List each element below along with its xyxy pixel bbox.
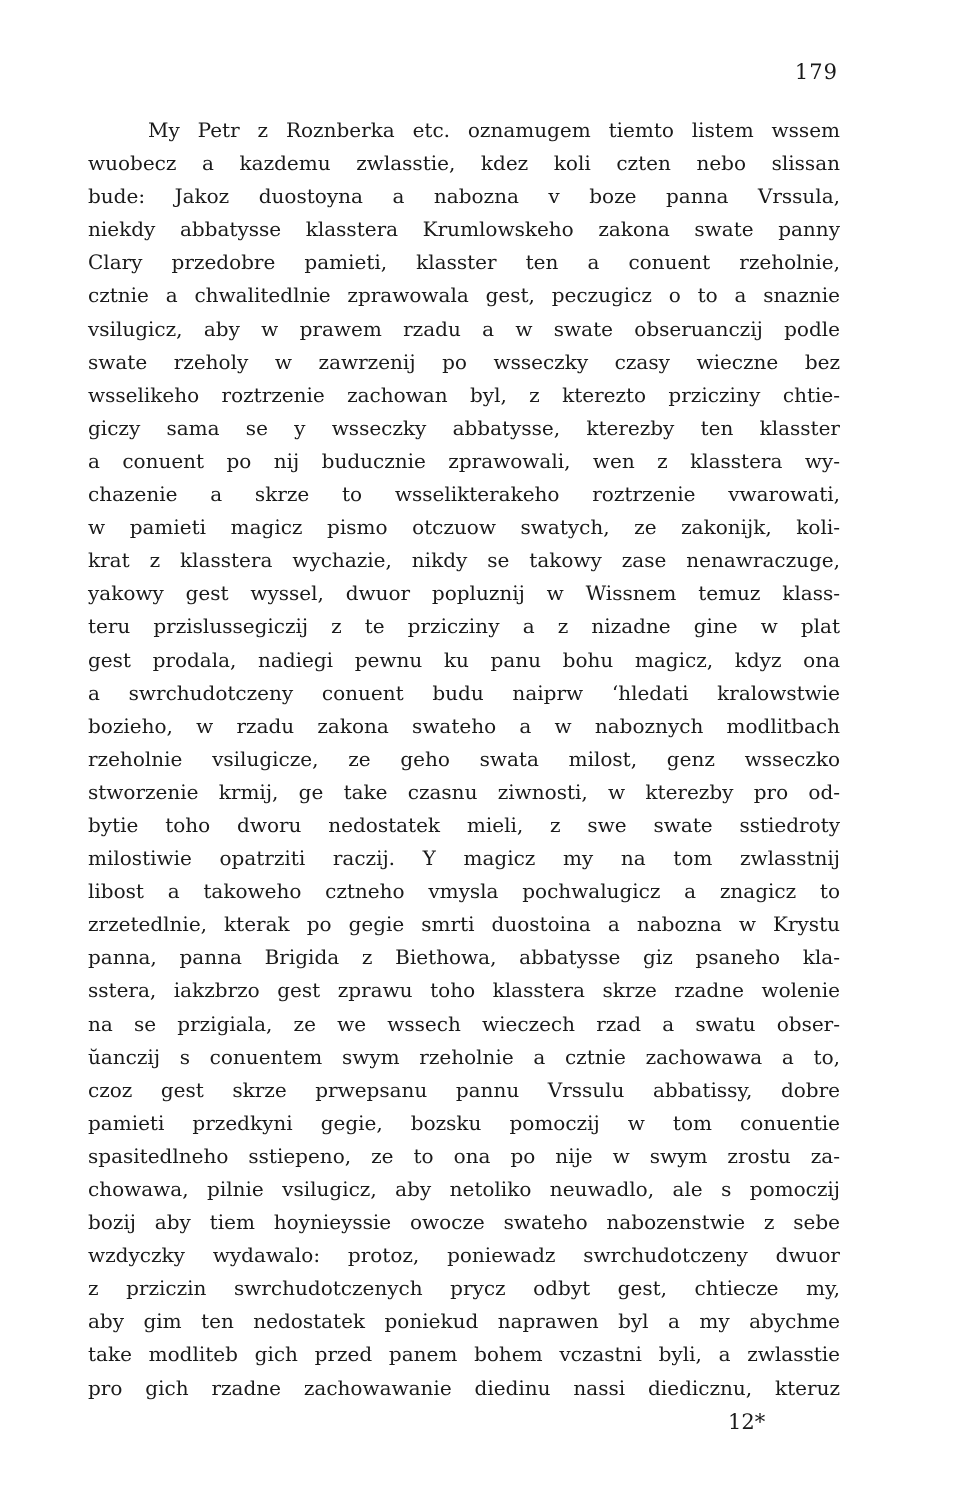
text-line: pro gich rzadne zachowawanie diedinu nassi diedicznu, kteruz [88, 1375, 840, 1400]
text-line: wsselikeho roztrzenie zachowan byl, z kterezto prziczinу chtie- [88, 382, 840, 407]
text-line: panna, panna Brigida z Biethowa, abbatysse giz psaneho kla- [88, 945, 840, 970]
text-line: Clary przedobre pamieti, klasster ten a conuent rzeholnie, [88, 250, 840, 275]
text-line: libost a takoweho cztneho vmysla pochwalugicz a znagicz to [88, 879, 840, 904]
text-line: niekdy abbatysse klasstera Krumlowskeho zakona swate panny [88, 217, 840, 242]
text-line: spasitedlneho sstiepeno, ze to ona po nije w swym zrostu za- [88, 1143, 840, 1168]
text-line: My Petr z Roznberka etc. oznamugem tiemto listem wssem [148, 118, 840, 142]
text-line: milostiwie opatrziti raczij. Y magicz my na tom zwlasstnij [88, 846, 840, 871]
text-line: wzdyczky wydawalo: protoz, poniewadz swrchudotczeny dwuor [88, 1243, 840, 1268]
text-line: gest prodala, nadiegi pewnu ku panu bohu magicz, kdyz ona [88, 647, 840, 672]
text-line: sstera, iakzbrzo gest zprawu toho klasstera skrze rzadne wolenie [88, 978, 840, 1003]
text-line: krat z klasstera wychazie, nikdy se takowy zase nenawraczuge, [88, 548, 840, 573]
text-line: chowawa, pilnie vsilugicz, aby netoliko neuwadlo, ale s pomoczij [88, 1177, 840, 1201]
text-line: a swrchudotczeny conuent budu naiprw ʻhledati kralowstwie [88, 680, 840, 705]
text-line: take modliteb gich przed panem bohem vczastni byli, a zwlasstie [88, 1342, 840, 1367]
text-line: na se przigiala, ze we wssech wieczech rzad a swatu obser- [88, 1011, 840, 1036]
text-line: stworzenie krmij, ge take czasnu ziwnosti, w kterezby pro od- [88, 779, 840, 804]
text-line: vsilugicz, aby w prawem rzadu a w swate obseruanczij podle [88, 316, 840, 341]
text-line: pamieti przedkyni gegie, bozsku pomoczij w tom conuentie [88, 1110, 840, 1135]
text-line: w pamieti magicz pismo otczuow swatych, ze zakonijk, koli- [88, 515, 840, 540]
text-line: czoz gest skrze prwepsanu pannu Vrssulu abbatissy, dobre [88, 1077, 840, 1102]
text-line: swate rzeholy w zawrzenij po wsseczky czasy wieczne bez [88, 349, 840, 374]
text-line: cztnie a chwalitedlnie zprawowala gest, peczugicz o to a snaznie [88, 283, 840, 308]
signature-mark: 12* [728, 1410, 766, 1434]
text-line: z prziczin swrchudotczenych prycz odbyt gest, chtiecze my, [88, 1276, 840, 1301]
text-line: bude: Jakoz duostoyna a nabozna v boze panna Vrssula, [88, 184, 840, 209]
text-line: yakowy gest wyssel, dwuor popluznij w Wissnem temuz klass- [88, 581, 840, 606]
text-line: ŭanczij s conuentem swym rzeholnie a cztnie zachowawa a to, [88, 1044, 840, 1069]
text-line: rzeholnie vsilugicze, ze geho swata milost, genz wsseczko [88, 746, 840, 771]
text-line: aby gim ten nedostatek poniekud naprawen byl a my abychme [88, 1309, 840, 1334]
text-line: teru przislussegiczij z te prziczinу a z nizadne gine w plat [88, 614, 840, 639]
text-line: bozieho, w rzadu zakona swateho a w naboznych modlitbach [88, 713, 840, 738]
text-line: wuobecz a kazdemu zwlasstie, kdez koli czten nebo slissan [88, 151, 840, 176]
text-line: zrzetedlnie, kterak po gegie smrti duostoina a nabozna w Krystu [88, 912, 840, 937]
text-line: giczy sama se y wsseczky abbatysse, kterezby ten klasster [88, 415, 840, 440]
text-line: chazenie a skrze to wsselikterakeho roztrzenie vwarowati, [88, 482, 840, 507]
page-number: 179 [794, 60, 838, 84]
text-line: a conuent po nij buducznie zprawowali, wen z klasstera wy- [88, 448, 840, 473]
text-line: bytie toho dworu nedostatek mieli, z swe swate sstiedroty [88, 812, 840, 837]
text-line: bozij aby tiem hoynieyssie owocze swateho nabozenstwie z sebe [88, 1210, 840, 1235]
body-text [88, 114, 840, 1405]
